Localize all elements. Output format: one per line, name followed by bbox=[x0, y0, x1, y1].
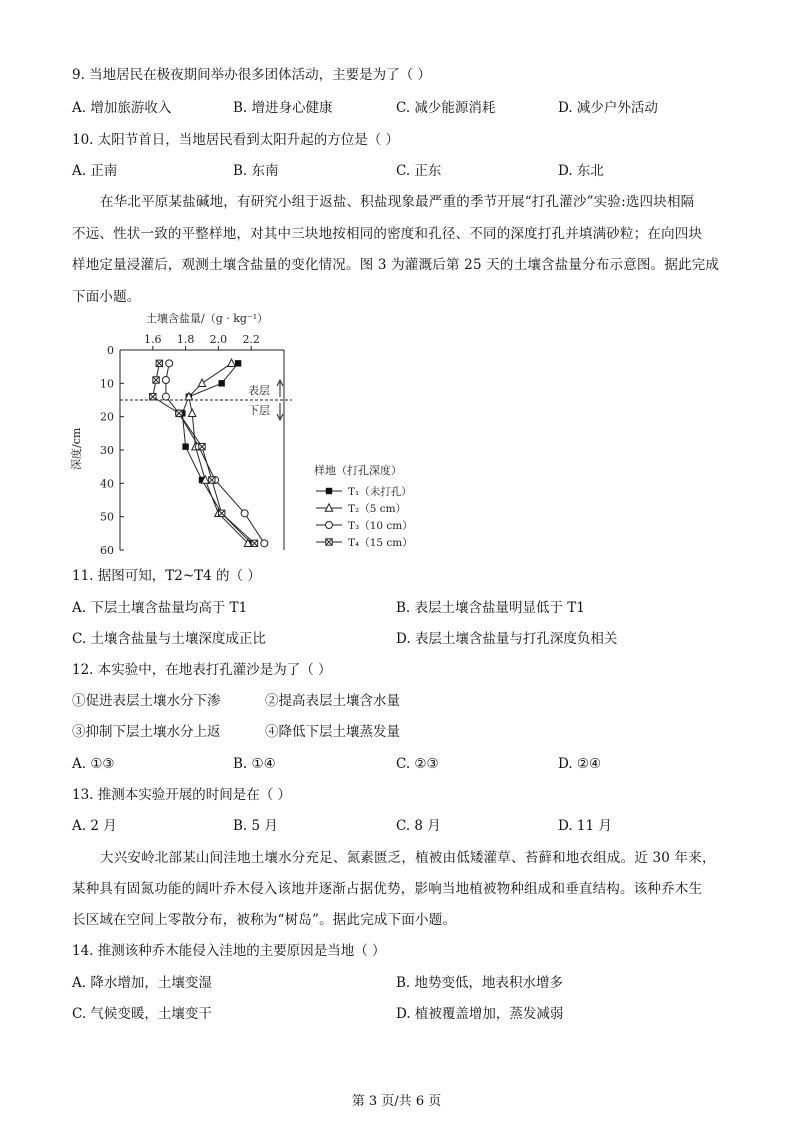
data-point-t4 bbox=[156, 360, 162, 366]
q10-option-d: D. 东北 bbox=[558, 163, 604, 179]
q9-option-a: A. 增加旅游收入 bbox=[72, 100, 172, 116]
data-point-t4 bbox=[199, 443, 205, 449]
data-point-t2 bbox=[188, 409, 195, 416]
q14-option-b: B. 地势变低，地表积水增多 bbox=[396, 975, 564, 991]
data-point-t4 bbox=[150, 393, 156, 399]
legend-label-t1: T₁（未打孔） bbox=[348, 486, 412, 498]
data-point-t1 bbox=[235, 360, 241, 366]
legend-marker-t1 bbox=[326, 488, 332, 494]
data-point-t1 bbox=[182, 443, 188, 449]
q11-stem: 11. 据图可知，T2~T4 的（ ） bbox=[72, 568, 261, 584]
data-point-t3 bbox=[162, 393, 169, 400]
lower-layer-label: 下层 bbox=[248, 404, 270, 417]
legend-label-t4: T₄（15 cm） bbox=[348, 537, 413, 549]
q12-item-2: ②提高表层土壤含水量 bbox=[265, 693, 400, 709]
passage2-line-3: 长区域在空间上零散分布，被称为“树岛”。据此完成下面小题。 bbox=[72, 912, 457, 928]
upper-layer-label: 表层 bbox=[248, 384, 270, 397]
q11-option-d: D. 表层土壤含盐量与打孔深度负相关 bbox=[396, 631, 618, 647]
legend-marker-t3 bbox=[326, 522, 333, 529]
q9-stem: 9. 当地居民在极夜期间举办很多团体活动，主要是为了（ ） bbox=[72, 67, 431, 83]
x-axis-title: 土壤含盐量/（g · kg⁻¹） bbox=[146, 312, 269, 325]
soil-salinity-chart bbox=[66, 308, 426, 560]
data-point-t3 bbox=[241, 510, 248, 517]
q13-option-d: D. 11 月 bbox=[558, 818, 612, 834]
y-tick-label: 30 bbox=[100, 444, 114, 457]
data-point-t4 bbox=[176, 410, 182, 416]
data-point-t4 bbox=[218, 510, 224, 516]
q9-option-b: B. 增进身心健康 bbox=[233, 100, 333, 116]
q9-option-c: C. 减少能源消耗 bbox=[396, 100, 496, 116]
q10-option-c: C. 正东 bbox=[396, 163, 442, 179]
y-tick-label: 60 bbox=[100, 544, 114, 557]
x-tick-label: 2.2 bbox=[242, 333, 260, 346]
q11-option-c: C. 土壤含盐量与土壤深度成正比 bbox=[72, 631, 266, 647]
legend-label-t3: T₃（10 cm） bbox=[348, 520, 413, 532]
q13-option-c: C. 8 月 bbox=[396, 818, 441, 834]
q13-stem: 13. 推测本实验开展的时间是在（ ） bbox=[72, 787, 292, 803]
y-tick-label: 50 bbox=[100, 510, 114, 524]
q12-option-d: D. ②④ bbox=[558, 756, 602, 772]
q14-option-d: D. 植被覆盖增加，蒸发减弱 bbox=[396, 1006, 564, 1022]
x-tick-label: 2.0 bbox=[209, 333, 228, 346]
y-tick-label: 40 bbox=[100, 477, 114, 491]
legend-title: 样地（打孔深度） bbox=[314, 464, 402, 477]
q13-option-a: A. 2 月 bbox=[72, 818, 117, 834]
q14-option-a: A. 降水增加，土壤变湿 bbox=[72, 975, 212, 991]
passage2-line-1: 大兴安岭北部某山间洼地土壤水分充足、氮素匮乏，植被由低矮灌草、苔藓和地衣组成。近 30 年来， bbox=[100, 850, 716, 866]
q10-option-a: A. 正南 bbox=[72, 163, 118, 179]
x-tick-label: 1.6 bbox=[144, 333, 162, 346]
legend-marker-t4 bbox=[326, 539, 332, 545]
q11-option-b: B. 表层土壤含盐量明显低于 T1 bbox=[396, 600, 585, 616]
q10-stem: 10. 太阳节首日，当地居民看到太阳升起的方位是（ ） bbox=[72, 132, 400, 148]
data-point-t3 bbox=[166, 360, 173, 367]
data-point-t4 bbox=[209, 477, 215, 483]
y-tick-label: 0 bbox=[107, 344, 114, 357]
y-tick-label: 20 bbox=[100, 410, 114, 424]
q12-option-c: C. ②③ bbox=[396, 756, 439, 772]
q14-option-c: C. 气候变暖，土壤变干 bbox=[72, 1006, 212, 1022]
passage1-line-2: 不远、性状一致的平整样地，对其中三块地按相同的密度和孔径、不同的深度打孔并填满砂粒；在向四块 bbox=[72, 226, 703, 242]
q12-item-3: ③抑制下层土壤水分上返 bbox=[72, 724, 221, 740]
data-point-t2 bbox=[198, 379, 205, 386]
data-point-t4 bbox=[251, 540, 257, 546]
data-point-t2 bbox=[228, 359, 235, 366]
q14-stem: 14. 推测该种乔木能侵入洼地的主要原因是当地（ ） bbox=[72, 943, 386, 959]
q13-option-b: B. 5 月 bbox=[233, 818, 278, 834]
legend-label-t2: T₂（5 cm） bbox=[348, 503, 407, 515]
q12-stem: 12. 本实验中，在地表打孔灌沙是为了（ ） bbox=[72, 662, 332, 678]
q11-option-a: A. 下层土壤含盐量均高于 T1 bbox=[72, 600, 248, 616]
data-point-t1 bbox=[218, 380, 224, 386]
passage1-line-3: 样地定量浸灌后，观测土壤含盐量的变化情况。图 3 为灌溉后第 25 天的土壤含盐量分布示意图。据此完成 bbox=[72, 257, 720, 273]
data-point-t4 bbox=[153, 377, 159, 383]
y-axis-title: 深度/cm bbox=[70, 427, 83, 470]
q9-option-d: D. 减少户外活动 bbox=[558, 100, 658, 116]
y-tick-label: 10 bbox=[100, 377, 114, 391]
q12-option-a: A. ①③ bbox=[72, 756, 115, 772]
x-tick-label: 1.8 bbox=[176, 333, 195, 346]
passage1-line-4: 下面小题。 bbox=[72, 289, 141, 305]
data-point-t3 bbox=[162, 377, 169, 384]
q12-item-1: ①促进表层土壤水分下渗 bbox=[72, 693, 221, 709]
q10-option-b: B. 东南 bbox=[233, 163, 279, 179]
passage1-line-1: 在华北平原某盐碱地，有研究小组于返盐、积盐现象最严重的季节开展“打孔灌沙”实验:选四块相隔 bbox=[100, 194, 695, 210]
page-number: 第 3 页/共 6 页 bbox=[351, 1094, 442, 1109]
q12-item-4: ④降低下层土壤蒸发量 bbox=[265, 724, 400, 740]
q12-option-b: B. ①④ bbox=[233, 756, 276, 772]
passage2-line-2: 某种具有固氮功能的阔叶乔木侵入该地并逐渐占据优势，影响当地植被物种组成和垂直结构。该种乔木生 bbox=[72, 881, 703, 897]
data-point-t3 bbox=[261, 540, 268, 547]
